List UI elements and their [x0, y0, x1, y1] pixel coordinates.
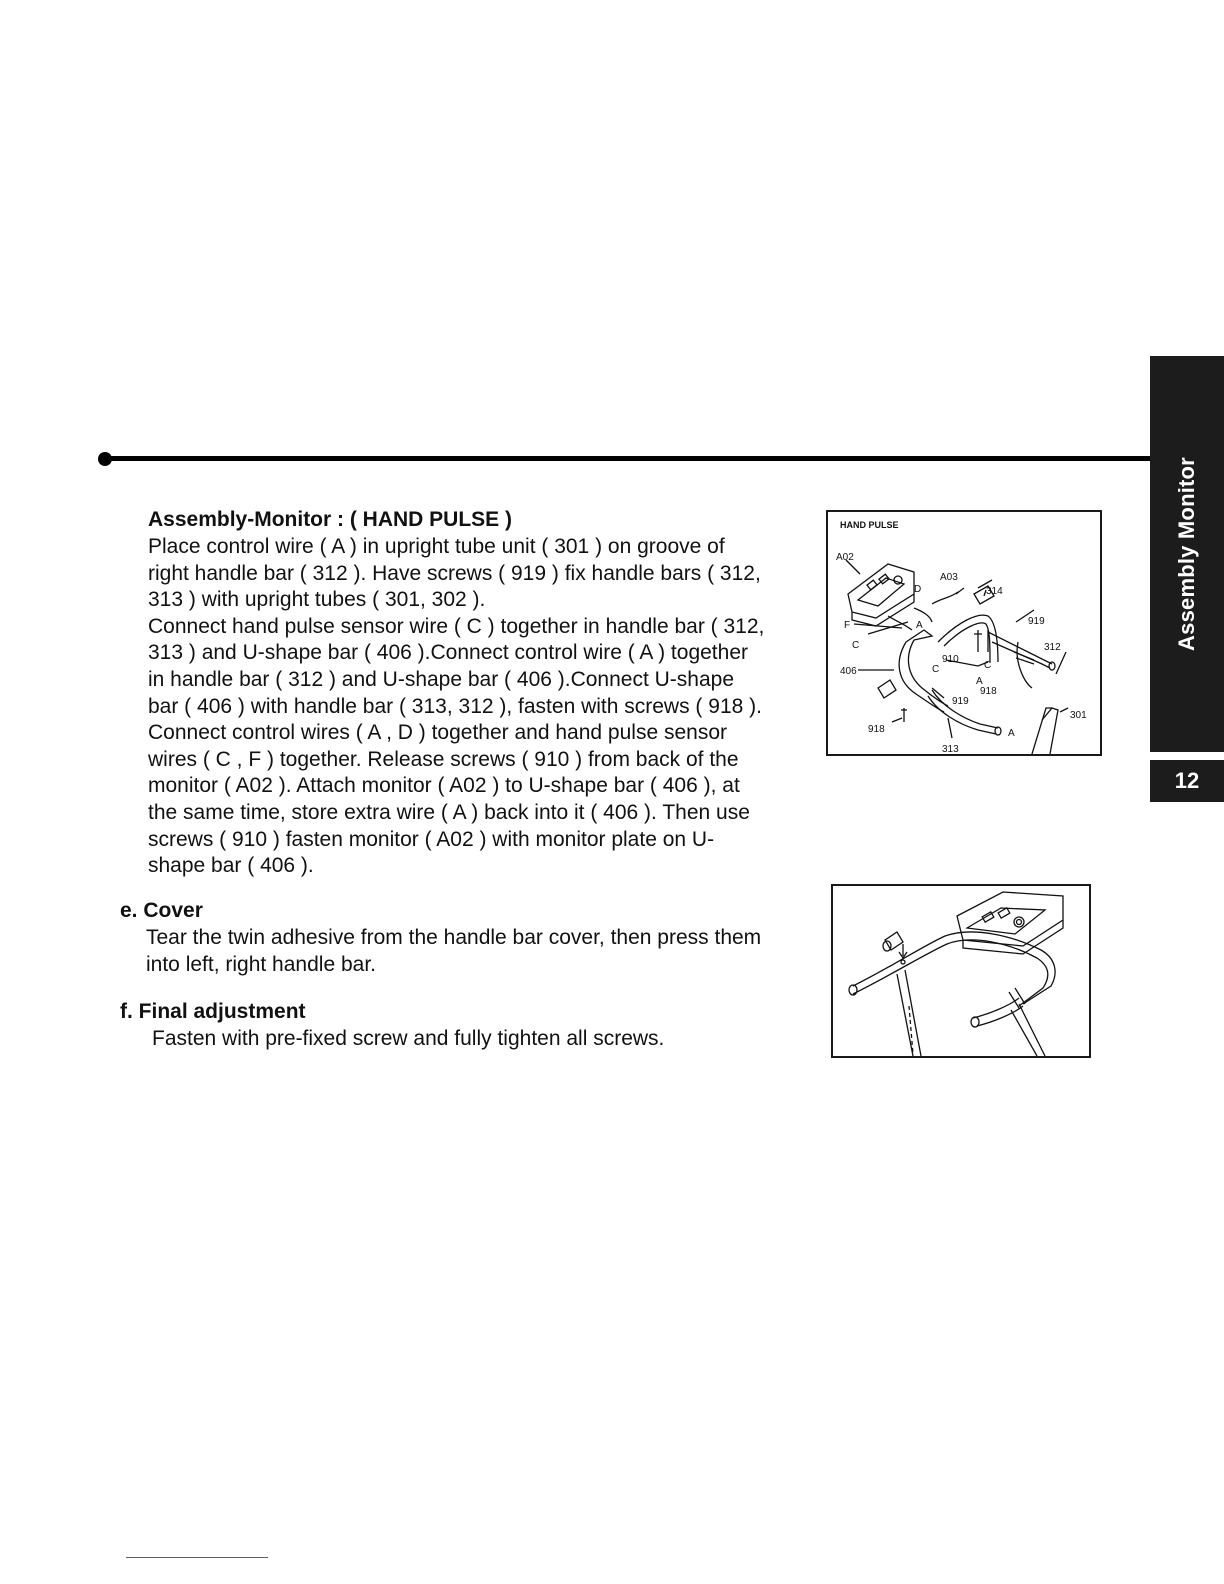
text-line: Connect hand pulse sensor wire ( C ) together in handle bar ( 312,	[148, 614, 765, 638]
section-e-title: e. Cover	[120, 899, 203, 922]
text-line: bar ( 406 ) with handle bar ( 313, 312 ), fasten with screws ( 918 ).	[148, 694, 762, 718]
grip-cover-left	[878, 680, 896, 698]
label-c-mid: C	[932, 664, 940, 675]
bottom-link-underline	[126, 1557, 268, 1558]
label-313: 313	[942, 744, 959, 754]
u-shape-bar	[899, 642, 944, 712]
section-divider	[104, 456, 1150, 461]
section-f-body	[152, 1026, 664, 1053]
section-d-body	[148, 534, 764, 880]
text-line: the same time, store extra wire ( A ) back into it ( 406 ). Then use	[148, 800, 750, 824]
label-301: 301	[1070, 710, 1087, 721]
hand-pulse-drawing	[828, 512, 1100, 754]
text-line: Fasten with pre-fixed screw and fully tighten all screws.	[152, 1027, 665, 1050]
text-line: right handle bar ( 312 ). Have screws ( 919 ) fix handle bars ( 312,	[148, 561, 761, 585]
cover-drawing	[833, 886, 1089, 1056]
label-c-left: C	[852, 640, 860, 651]
label-a-bottom: A	[1008, 728, 1015, 739]
cover-figure	[831, 884, 1091, 1058]
label-910: 910	[942, 654, 959, 665]
section-f-title: f. Final adjustment	[120, 1000, 306, 1023]
label-f: F	[844, 620, 851, 631]
label-919-right: 919	[1028, 616, 1045, 627]
text-line: 313 ) with upright tubes ( 301, 302 ).	[148, 588, 486, 612]
section-side-tab	[1150, 356, 1224, 752]
label-314: 314	[986, 586, 1003, 597]
side-tab-label: Assembly Monitor	[1174, 457, 1199, 651]
text-line: shape bar ( 406 ).	[148, 854, 314, 878]
text-line: screws ( 910 ) fasten monitor ( A02 ) with monitor plate on U-	[148, 827, 715, 851]
label-d: D	[914, 584, 922, 595]
label-a-top: A	[916, 620, 923, 631]
label-a03: A03	[940, 572, 958, 583]
text-line: in handle bar ( 312 ) and U-shape bar ( 406 ).Connect U-shape	[148, 667, 735, 691]
hand-pulse-figure	[826, 510, 1102, 756]
text-line: monitor ( A02 ). Attach monitor ( A02 ) to U-shape bar ( 406 ), at	[148, 774, 740, 798]
text-line: into left, right handle bar.	[146, 952, 376, 976]
section-e-body	[146, 925, 761, 978]
label-919-mid: 919	[952, 696, 969, 707]
page-number: 12	[1150, 760, 1224, 802]
label-a-mid: A	[976, 676, 983, 687]
text-line: 313 ) and U-shape bar ( 406 ).Connect control wire ( A ) together	[148, 641, 748, 665]
label-312: 312	[1044, 642, 1061, 653]
text-line: Place control wire ( A ) in upright tube unit ( 301 ) on groove of	[148, 535, 725, 558]
label-a02: A02	[836, 552, 854, 563]
text-line: Connect control wires ( A , D ) together and hand pulse sensor	[148, 721, 727, 745]
figure-title: HAND PULSE	[840, 520, 899, 530]
label-406: 406	[840, 666, 857, 677]
text-line: Tear the twin adhesive from the handle bar cover, then press them	[146, 926, 762, 949]
text-line: wires ( C , F ) together. Release screws ( 910 ) from back of the	[148, 747, 739, 771]
label-c-right: C	[984, 660, 992, 671]
section-d-title: Assembly-Monitor : ( HAND PULSE )	[148, 508, 513, 531]
label-918-left: 918	[868, 724, 885, 735]
label-918-right: 918	[980, 686, 997, 697]
